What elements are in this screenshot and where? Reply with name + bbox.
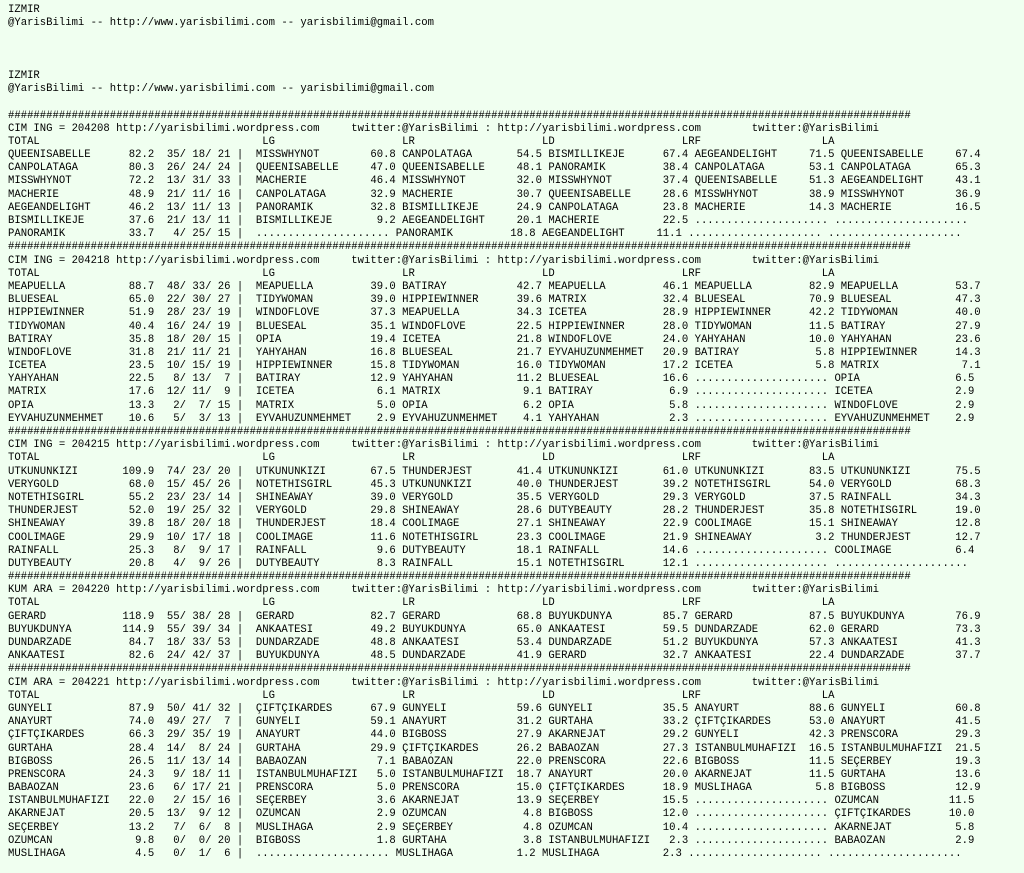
text-line: DUTYBEAUTY 20.8 4/ 9/ 26 | DUTYBEAUTY 8.3 RAINFALL 15.1 NOTETHISGIRL 12.1 ..................... ..................... xyxy=(8,557,968,570)
text-line xyxy=(8,44,1020,57)
text-line: CIM ING = 204218 http://yarisbilimi.wordpress.com twitter:@YarisBilimi : http://yarisbilimi.wordpress.com twitter:@YarisBilimi xyxy=(8,254,879,267)
text-line: ############################################################################################################################################## xyxy=(8,663,911,676)
text-line: UTKUNUNKIZI 109.9 74/ 23/ 20 | UTKUNUNKIZI 67.5 THUNDERJEST 41.4 UTKUNUNKIZI 61.0 UTKUNUNKIZI 83.5 UTKUNUNKIZI 75.5 xyxy=(8,465,981,478)
text-line: MACHERIE 48.9 21/ 11/ 16 | CANPOLATAGA 32.9 MACHERIE 30.7 QUEENISABELLE 28.6 MISSWHYNOT 38.9 MISSWHYNOT 36.9 xyxy=(8,188,981,201)
text-line: ISTANBULMUHAFIZI 22.0 2/ 15/ 16 | SEÇERBEY 3.6 AKARNEJAT 13.9 SEÇERBEY 15.5 ..................... ÖZÜMCAN 11.5 xyxy=(8,795,975,808)
text-line: GÜRTAHA 28.4 14/ 8/ 24 | GÜRTAHA 29.9 ÇIFTÇIKARDES 26.2 BABAOZAN 27.3 ISTANBULMUHAFIZI 16.5 ISTANBULMUHAFIZI 21.5 xyxy=(8,742,981,755)
text-line: MEAPUELLA 88.7 48/ 33/ 26 | MEAPUELLA 39.0 BATIRAY 42.7 MEAPUELLA 46.1 MEAPUELLA 82.9 MEAPUELLA 53.7 xyxy=(8,280,981,293)
text-line: TOTAL LG LR LD LRF LA xyxy=(8,452,835,465)
text-line: TOTAL LG LR LD LRF LA xyxy=(8,135,835,148)
text-line: BÜYÜKDÜNYA 114.9 55/ 39/ 34 | ANKAATESI 49.2 BÜYÜKDÜNYA 65.0 ANKAATESI 59.5 DÜNDARZADE 62.0 GERARD 73.3 xyxy=(8,623,981,636)
text-line: ############################################################################################################################################## xyxy=(8,426,911,438)
text-line: TOTAL LG LR LD LRF LA xyxy=(8,689,835,702)
text-line: ############################################################################################################################################## xyxy=(8,109,911,122)
text-line: BLUESEAL 65.0 22/ 30/ 27 | TIDYWOMAN 39.0 HIPPIEWINNER 39.6 MATRIX 32.4 BLUESEAL 70.9 BLUESEAL 47.3 xyxy=(8,294,981,307)
text-line: VERYGOLD 68.0 15/ 45/ 26 | NOTETHISGIRL 45.3 UTKUNUNKIZI 40.0 THUNDERJEST 39.2 NOTETHISGIRL 54.0 VERYGOLD 68.3 xyxy=(8,478,981,491)
text-line: ÇIFTÇIKARDES 66.3 29/ 35/ 19 | ANAYURT 44.0 BIGBOSS 27.9 AKARNEJAT 29.2 GÜNYELI 42.3 PRENSCORA 29.3 xyxy=(8,729,981,742)
text-line: ÖZÜMCAN 9.8 0/ 0/ 20 | BIGBOSS 1.8 GÜRTAHA 3.8 ISTANBULMUHAFIZI 2.3 ..................... BABAOZAN 2.9 xyxy=(8,834,975,847)
text-line: CIM ING = 204208 http://yarisbilimi.wordpress.com twitter:@YarisBilimi : http://yarisbilimi.wordpress.com twitter:@YarisBilimi xyxy=(8,122,879,135)
text-line: CIM ING = 204215 http://yarisbilimi.wordpress.com twitter:@YarisBilimi : http://yarisbilimi.wordpress.com twitter:@YarisBilimi xyxy=(8,439,879,452)
text-line: MISSWHYNOT 72.2 13/ 31/ 33 | MACHERIE 46.4 MISSWHYNOT 32.0 MISSWHYNOT 37.4 QUEENISABELLE 51.3 AEGEANDELIGHT 43.1 xyxy=(8,175,981,188)
text-line: BABAOZAN 23.6 6/ 17/ 21 | PRENSCORA 5.0 PRENSCORA 15.0 ÇIFTÇIKARDES 18.9 MUSLIHAGA 5.8 BIGBOSS 12.9 xyxy=(8,782,981,795)
text-line: BISMILLIKEJE 37.6 21/ 13/ 11 | BISMILLIKEJE 9.2 AEGEANDELIGHT 20.1 MACHERIE 22.5 ..................... ..................... xyxy=(8,215,968,227)
text-line: MATRIX 17.6 12/ 11/ 9 | ICETEA 6.1 MATRIX 9.1 BATIRAY 6.9 ..................... ICETEA 2.9 xyxy=(8,386,975,399)
text-line: PRENSCORA 24.3 9/ 18/ 11 | ISTANBULMUHAFIZI 5.0 ISTANBULMUHAFIZI 18.7 ANAYURT 20.0 AKARNEJAT 11.5 GÜRTAHA 13.6 xyxy=(8,768,981,781)
text-line: SHINEAWAY 39.8 18/ 20/ 18 | THUNDERJEST 18.4 COOLIMAGE 27.1 SHINEAWAY 22.9 COOLIMAGE 15.1 SHINEAWAY 12.8 xyxy=(8,518,981,531)
text-line: BATIRAY 35.8 18/ 20/ 15 | OPIA 19.4 ICETEA 21.8 WINDOFLOVE 24.0 YAHYAHAN 10.0 YAHYAHAN 23.6 xyxy=(8,333,981,346)
text-line: ICETEA 23.5 10/ 15/ 19 | HIPPIEWINNER 15.8 TIDYWOMAN 16.0 TIDYWOMAN 17.2 ICETEA 5.8 MATRIX 7.1 xyxy=(8,360,981,373)
text-line: PANORAMIK 33.7 4/ 25/ 15 | ..................... PANORAMIK 18.8 AEGEANDELIGHT 11.1 ..................... ..................... xyxy=(8,228,962,241)
text-line: GÜNYELI 87.9 50/ 41/ 32 | ÇIFTÇIKARDES 67.9 GÜNYELI 59.6 GÜNYELI 35.5 ANAYURT 88.6 GÜNYELI 60.8 xyxy=(8,702,981,715)
text-line: EYVAHUZUNMEHMET 10.6 5/ 3/ 13 | EYVAHUZUNMEHMET 2.9 EYVAHUZUNMEHMET 4.1 YAHYAHAN 2.3 ..................... EYVAHUZUNMEHMET 2.9 xyxy=(8,412,975,425)
text-line: WINDOFLOVE 31.8 21/ 11/ 21 | YAHYAHAN 16.8 BLUESEAL 21.7 EYVAHUZUNMEHMET 20.9 BATIRAY 5.8 HIPPIEWINNER 14.3 xyxy=(8,346,981,359)
text-line: ############################################################################################################################################## xyxy=(8,571,911,584)
text-line: @YarisBilimi -- http://www.yarisbilimi.com -- yarisbilimi@gmail.com xyxy=(8,17,434,30)
text-line: IZMIR xyxy=(8,69,40,82)
text-line: QUEENISABELLE 82.2 35/ 18/ 21 | MISSWHYNOT 60.8 CANPOLATAGA 54.5 BISMILLIKEJE 67.4 AEGEANDELIGHT 71.5 QUEENISABELLE 67.4 xyxy=(8,149,981,162)
text-line xyxy=(8,57,1020,70)
text-line: YAHYAHAN 22.5 8/ 13/ 7 | BATIRAY 12.9 YAHYAHAN 11.2 BLUESEAL 16.6 ..................... OPIA 6.5 xyxy=(8,373,975,386)
text-line: ANAYURT 74.0 49/ 27/ 7 | GÜNYELI 59.1 ANAYURT 31.2 GÜRTAHA 33.2 ÇIFTÇIKARDES 53.0 ANAYURT 41.5 xyxy=(8,716,981,729)
text-line: SEÇERBEY 13.2 7/ 6/ 8 | MUSLIHAGA 2.9 SEÇERBEY 4.8 ÖZÜMCAN 10.4 ..................... AKARNEJAT 5.8 xyxy=(8,821,975,834)
text-line: ANKAATESI 82.6 24/ 42/ 37 | BÜYÜKDÜNYA 48.5 DÜNDARZADE 41.9 GERARD 32.7 ANKAATESI 22.4 DÜNDARZADE 37.7 xyxy=(8,650,981,663)
text-line: TIDYWOMAN 40.4 16/ 24/ 19 | BLUESEAL 35.1 WINDOFLOVE 22.5 HIPPIEWINNER 28.0 TIDYWOMAN 11.5 BATIRAY 27.9 xyxy=(8,320,981,333)
text-line: TOTAL LG LR LD LRF LA xyxy=(8,267,835,280)
text-line: IZMIR xyxy=(8,4,40,16)
text-line: KUM ARA = 204220 http://yarisbilimi.wordpress.com twitter:@YarisBilimi : http://yarisbilimi.wordpress.com twitter:@YarisBilimi xyxy=(8,584,879,597)
text-line: MUSLIHAGA 4.5 0/ 1/ 6 | ..................... MUSLIHAGA 1.2 MUSLIHAGA 2.3 ..................... ..................... xyxy=(8,848,962,860)
text-line: DÜNDARZADE 84.7 18/ 33/ 53 | DÜNDARZADE 48.8 ANKAATESI 53.4 DÜNDARZADE 51.2 BÜYÜKDÜNYA 57.3 ANKAATESI 41.3 xyxy=(8,637,981,649)
text-line: ############################################################################################################################################## xyxy=(8,241,911,254)
text-line: HIPPIEWINNER 51.9 28/ 23/ 19 | WINDOFLOVE 37.3 MEAPUELLA 34.3 ICETEA 28.9 HIPPIEWINNER 42.2 TIDYWOMAN 40.0 xyxy=(8,307,981,320)
text-line xyxy=(8,30,1020,43)
text-line: NOTETHISGIRL 55.2 23/ 23/ 14 | SHINEAWAY 39.0 VERYGOLD 35.5 VERYGOLD 29.3 VERYGOLD 37.5 RAINFALL 34.3 xyxy=(8,491,981,504)
text-line xyxy=(8,96,1020,109)
text-line: RAINFALL 25.3 8/ 9/ 17 | RAINFALL 9.6 DUTYBEAUTY 18.1 RAINFALL 14.6 ..................... COOLIMAGE 6.4 xyxy=(8,544,975,557)
text-line: AEGEANDELIGHT 46.2 13/ 11/ 13 | PANORAMIK 32.8 BISMILLIKEJE 24.9 CANPOLATAGA 23.8 MACHERIE 14.3 MACHERIE 16.5 xyxy=(8,201,981,214)
text-line: GERARD 118.9 55/ 38/ 28 | GERARD 82.7 GERARD 68.8 BÜYÜKDÜNYA 85.7 GERARD 87.5 BÜYÜKDÜNYA 76.9 xyxy=(8,610,981,623)
report-text xyxy=(8,4,1020,861)
text-line: COOLIMAGE 29.9 10/ 17/ 18 | COOLIMAGE 11.6 NOTETHISGIRL 23.3 COOLIMAGE 21.9 SHINEAWAY 3.2 THUNDERJEST 12.7 xyxy=(8,531,981,544)
text-line: THUNDERJEST 52.0 19/ 25/ 32 | VERYGOLD 29.8 SHINEAWAY 28.6 DUTYBEAUTY 28.2 THUNDERJEST 35.8 NOTETHISGIRL 19.0 xyxy=(8,505,981,518)
text-line: CANPOLATAGA 80.3 26/ 24/ 24 | QUEENISABELLE 47.0 QUEENISABELLE 48.1 PANORAMIK 38.4 CANPOLATAGA 53.1 CANPOLATAGA 65.3 xyxy=(8,162,981,175)
text-line: BIGBOSS 26.5 11/ 13/ 14 | BABAOZAN 7.1 BABAOZAN 22.0 PRENSCORA 22.6 BIGBOSS 11.5 SEÇERBEY 19.3 xyxy=(8,755,981,768)
text-line: TOTAL LG LR LD LRF LA xyxy=(8,597,835,610)
text-line: @YarisBilimi -- http://www.yarisbilimi.com -- yarisbilimi@gmail.com xyxy=(8,83,434,96)
text-line: OPIA 13.3 2/ 7/ 15 | MATRIX 5.0 OPIA 6.2 OPIA 5.8 ..................... WINDOFLOVE 2.9 xyxy=(8,399,975,412)
text-line: CIM ARA = 204221 http://yarisbilimi.wordpress.com twitter:@YarisBilimi : http://yarisbilimi.wordpress.com twitter:@YarisBilimi xyxy=(8,676,879,689)
text-line: AKARNEJAT 20.5 13/ 9/ 12 | ÖZÜMCAN 2.9 ÖZÜMCAN 4.8 BIGBOSS 12.0 ..................... ÇIFTÇIKARDES 10.0 xyxy=(8,808,975,821)
